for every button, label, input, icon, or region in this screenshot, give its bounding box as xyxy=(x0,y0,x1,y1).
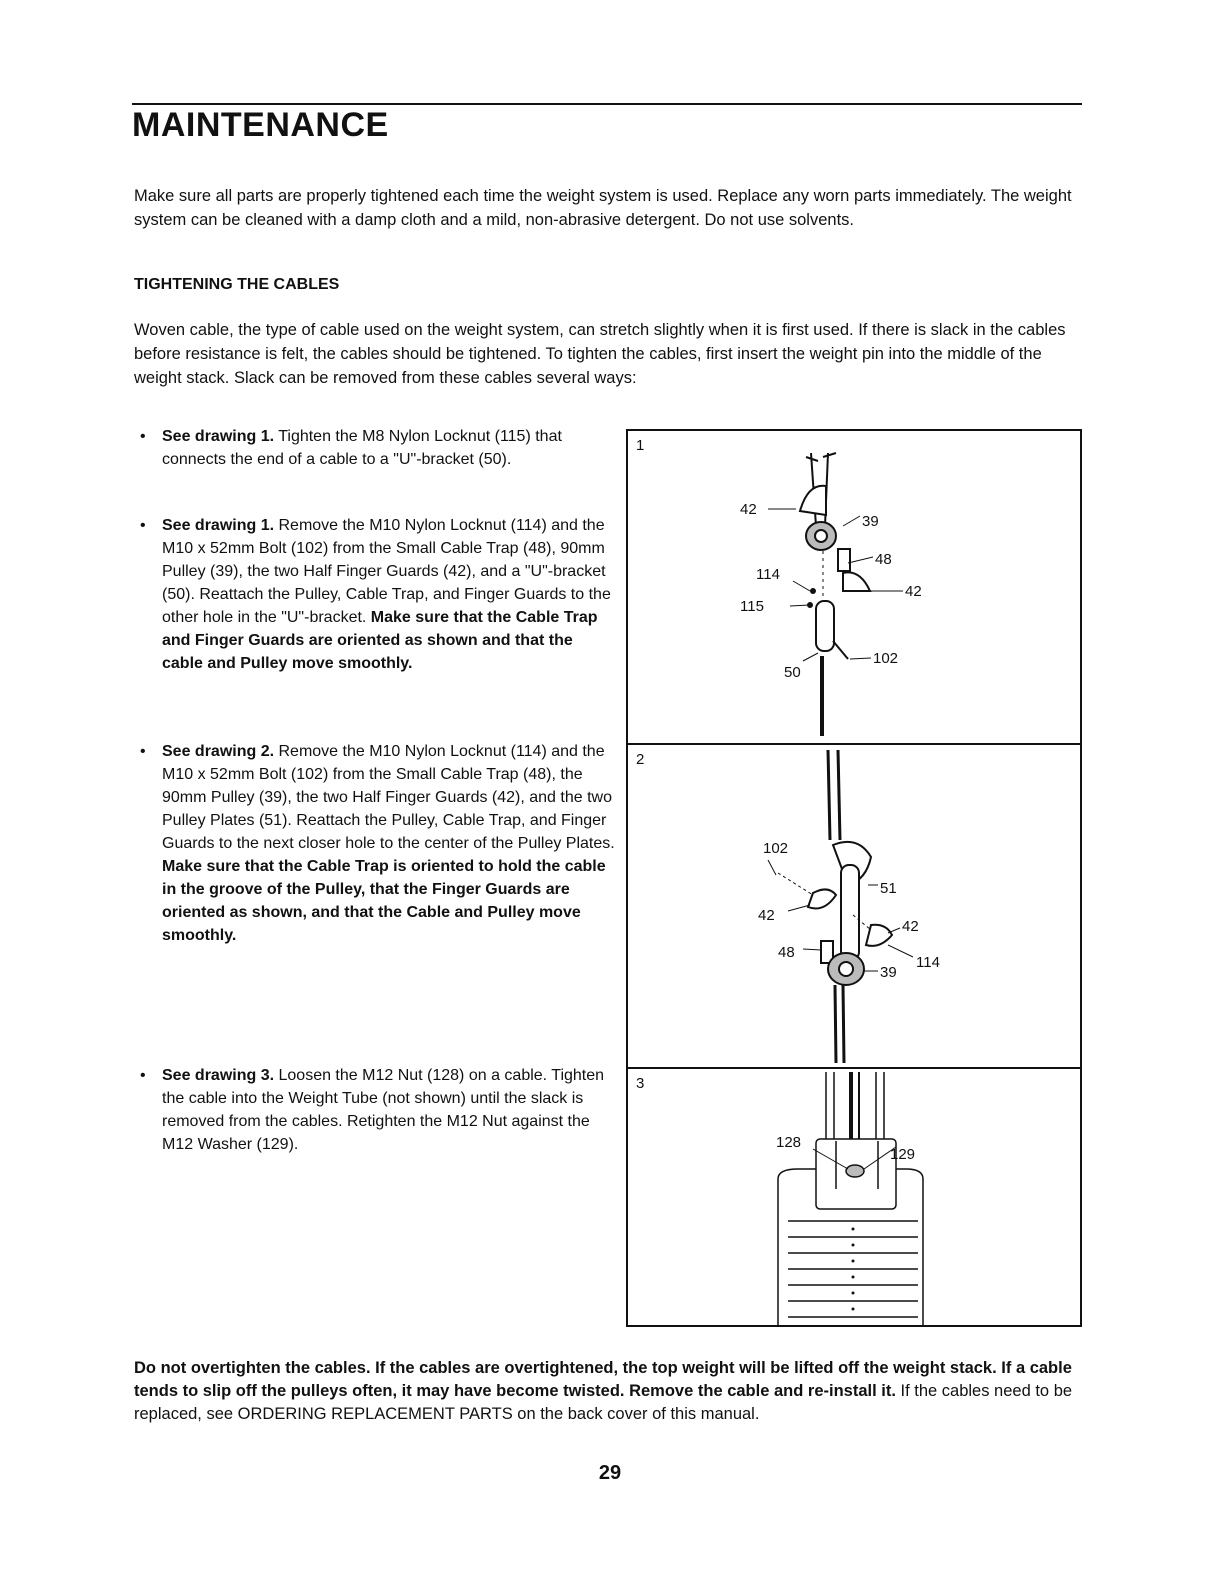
list-item xyxy=(140,740,617,947)
list-item xyxy=(140,1064,617,1156)
bullet-icon: • xyxy=(140,517,146,534)
callout: 114 xyxy=(756,566,780,583)
callout: 51 xyxy=(880,880,897,897)
bullet-body: Loosen the M12 Nut (128) on a cable. Tighten the cable into the Weight Tube (not shown) until the slack is removed from the cables. Retighten the M12 Nut against the M12 Washer (129). xyxy=(162,1067,605,1153)
drawing-2-illustration xyxy=(628,745,1080,1069)
bullet-lead: See drawing 2. xyxy=(162,743,275,760)
closing-body: If the cables need to be replaced, see ORDERING REPLACEMENT PARTS on the back cover of this manual. xyxy=(134,1382,1073,1423)
callout: 48 xyxy=(875,551,892,568)
callout: 42 xyxy=(905,583,922,600)
bullet-body: Remove the M10 Nylon Locknut (114) and the M10 x 52mm Bolt (102) from the Small Cable Trap (48), the 90mm Pulley (39), the two Half Finger Guards (42), and the two Pulley Plates (51). Reattach the Pulley, Cable Trap, and Finger Guards to the next closer hole to the center of the Pulley Plates. xyxy=(162,743,615,852)
page-title: MAINTENANCE xyxy=(132,106,389,144)
section-paragraph: Woven cable, the type of cable used on the weight system, can stretch slightly when it is first used. If there is slack in the cables before resistance is felt, the cables should be tightened. To tighten the cables, first insert the weight pin into the middle of the weight stack. Slack can be removed from these cables several ways: xyxy=(134,321,1066,387)
callout: 115 xyxy=(740,598,764,615)
callout: 129 xyxy=(890,1146,916,1163)
bullet-icon: • xyxy=(140,743,146,760)
bullet-icon: • xyxy=(140,428,146,445)
callout: 102 xyxy=(763,840,789,857)
bullet-lead: See drawing 1. xyxy=(162,517,275,534)
bullet-emphasis: Make sure that the Cable Trap and Finger Guards are oriented as shown and that the cable and Pulley move smoothly. xyxy=(162,609,598,672)
drawing-3-illustration xyxy=(628,1069,1080,1327)
bullet-body: Tighten the M8 Nylon Locknut (115) that connects the end of a cable to a "U"-bracket (50). xyxy=(162,428,562,468)
drawing-1-illustration xyxy=(628,431,1080,743)
list-item xyxy=(140,425,617,471)
section-heading: TIGHTENING THE CABLES xyxy=(134,276,340,293)
callout: 39 xyxy=(862,513,879,530)
callout: 114 xyxy=(916,954,940,971)
bullet-body: Remove the M10 Nylon Locknut (114) and the M10 x 52mm Bolt (102) from the Small Cable Trap (48), 90mm Pulley (39), the two Half Finger Guards (42), and a "U"-bracket (50). Reattach the Pulley, Cable Trap, and Finger Guards to the other hole in the "U"-bracket. xyxy=(162,517,611,626)
list-item xyxy=(140,514,617,675)
closing-paragraph xyxy=(134,1357,1079,1426)
drawing-number: 2 xyxy=(636,751,645,768)
bullet-emphasis: Make sure that the Cable Trap is oriented to hold the cable in the groove of the Pulley, that the Finger Guards are oriented as shown, and that the Cable and Pulley move smoothly. xyxy=(162,858,606,944)
callout: 42 xyxy=(740,501,757,518)
bullet-icon: • xyxy=(140,1067,146,1084)
intro-paragraph: Make sure all parts are properly tightened each time the weight system is used. Replace any worn parts immediately. The weight system can be cleaned with a damp cloth and a mild, non-abrasive detergent. Do not use solvents. xyxy=(134,187,1072,229)
closing-warning: Do not overtighten the cables. If the cables are overtightened, the top weight will be lifted off the weight stack. If a cable tends to slip off the pulleys often, it may have become twisted. Remove the cable and re-install it. xyxy=(134,1359,1072,1400)
drawing-3 xyxy=(628,1067,1080,1327)
bullet-lead: See drawing 3. xyxy=(162,1067,275,1084)
bullet-lead: See drawing 1. xyxy=(162,428,275,445)
drawing-number: 1 xyxy=(636,437,645,454)
header-rule xyxy=(132,103,1082,105)
callout: 50 xyxy=(784,664,801,681)
drawing-number: 3 xyxy=(636,1075,645,1092)
drawing-1 xyxy=(628,431,1080,743)
callout: 102 xyxy=(873,650,899,667)
callout: 128 xyxy=(776,1134,802,1151)
drawings-frame xyxy=(626,429,1082,1327)
callout: 42 xyxy=(902,918,919,935)
page-number: 29 xyxy=(598,1462,622,1484)
drawing-2 xyxy=(628,743,1080,1069)
callout: 42 xyxy=(758,907,775,924)
callout: 39 xyxy=(880,964,897,981)
callout: 48 xyxy=(778,944,795,961)
